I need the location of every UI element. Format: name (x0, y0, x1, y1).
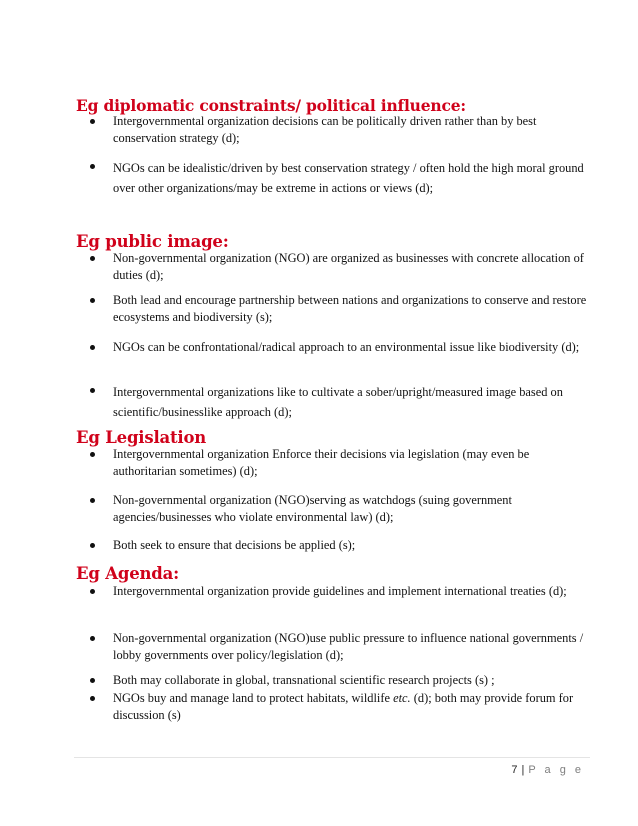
bullet-icon (90, 696, 95, 701)
list-item (90, 446, 590, 480)
bullet-icon (90, 498, 95, 503)
footer-separator: | (521, 764, 525, 776)
page-footer (511, 764, 584, 776)
list-item-text: Both lead and encourage partnership between nations and organizations to conserve and restore ecosystems and biodiversity (s); (113, 293, 587, 324)
list-item (90, 158, 590, 198)
bullet-icon (90, 298, 95, 303)
list-item-text: Intergovernmental organization Enforce their decisions via legislation (may even be authoritarian sometimes) (d); (113, 447, 530, 478)
bullet-icon (90, 636, 95, 641)
list-item (90, 250, 590, 284)
list-item-text: Non-governmental organization (NGO)serving as watchdogs (suing government agencies/businesses who violate environmental law) (d); (113, 493, 512, 524)
section-heading-public-image: Eg public image: (76, 232, 229, 251)
page-label: P a g e (528, 764, 584, 776)
list-item (90, 690, 590, 724)
list-item (90, 292, 590, 326)
list-item-text: NGOs buy and manage land to protect habitats, wildlife etc. (d); both may provide forum for discussion (s) (113, 691, 574, 722)
list-item-text: Intergovernmental organization provide guidelines and implement international treaties (d); (113, 584, 567, 598)
list-item-text: Both seek to ensure that decisions be applied (s); (113, 538, 356, 552)
list-item (90, 672, 590, 689)
page-number: 7 (511, 764, 518, 776)
list-item-text: NGOs can be confrontational/radical approach to an environmental issue like biodiversity (d); (113, 340, 580, 354)
list-item (90, 113, 590, 147)
bullet-icon (90, 678, 95, 683)
section-heading-legislation: Eg Legislation (76, 428, 207, 447)
list-item (90, 583, 590, 600)
emphasis-etc: etc. (393, 691, 411, 705)
list-item-text: Both may collaborate in global, transnational scientific research projects (s) ; (113, 673, 495, 687)
bullet-icon (90, 388, 95, 393)
list-item-text: NGOs can be idealistic/driven by best conservation strategy / often hold the high moral ground over other organizations/may be extreme in actions or views (d); (113, 161, 584, 195)
bullet-icon (90, 119, 95, 124)
section-heading-agenda: Eg Agenda: (76, 564, 180, 583)
list-item (90, 537, 590, 554)
bullet-icon (90, 589, 95, 594)
list-item-text: Non-governmental organization (NGO) are organized as businesses with concrete allocation of duties (d); (113, 251, 584, 282)
bullet-icon (90, 164, 95, 169)
list-item-text: Intergovernmental organizations like to cultivate a sober/upright/measured image based on scientific/businesslike approach (d); (113, 385, 563, 419)
section-heading-diplomatic: Eg diplomatic constraints/ political influence: (76, 96, 466, 115)
list-item-text: Non-governmental organization (NGO)use public pressure to influence national governments / lobby governments over policy/legislation (d); (113, 631, 584, 662)
list-item (90, 382, 590, 422)
list-item (90, 630, 590, 664)
bullet-icon (90, 452, 95, 457)
bullet-icon (90, 256, 95, 261)
bullet-icon (90, 543, 95, 548)
bullet-icon (90, 345, 95, 350)
list-item (90, 492, 590, 526)
list-item (90, 339, 590, 356)
footer-divider (74, 757, 590, 758)
list-item-text: Intergovernmental organization decisions can be politically driven rather than by best conservation strategy (d); (113, 114, 537, 145)
